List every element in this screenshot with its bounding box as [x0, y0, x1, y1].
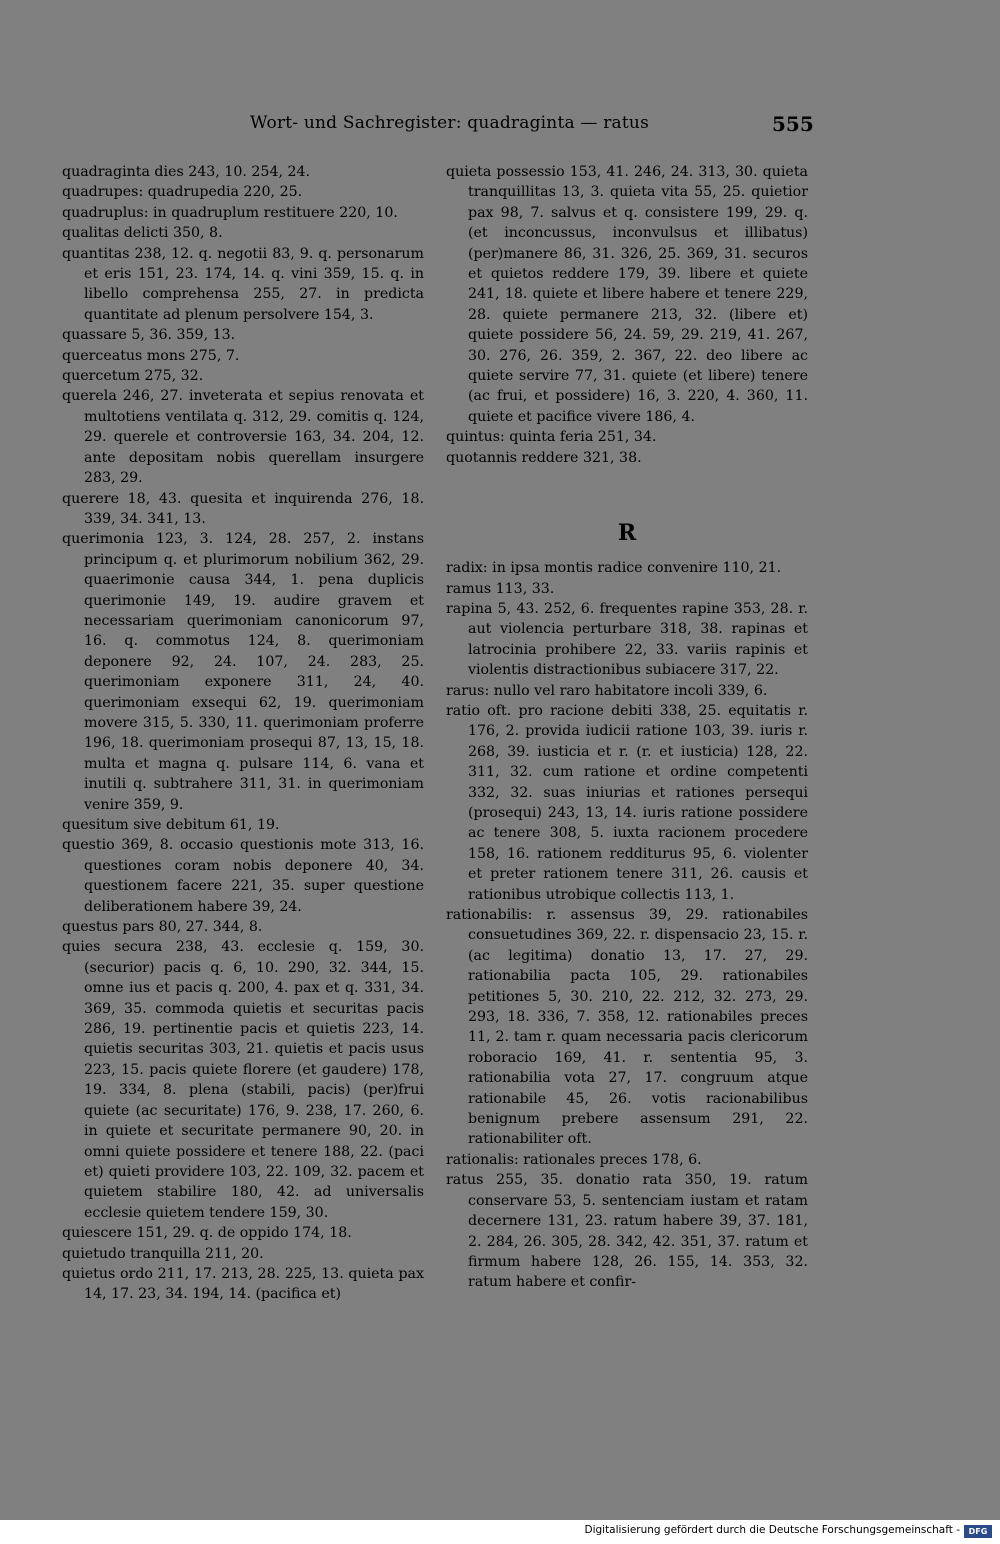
index-entry: radix: in ipsa montis radice convenire 110, 21.	[446, 560, 782, 577]
index-entry: quotannis reddere 321, 38.	[446, 449, 642, 466]
index-entry: querere 18, 43. quesita et inquirenda 276, 18. 339, 34. 341, 13.	[62, 490, 424, 527]
footer-bar	[0, 1520, 1000, 1544]
index-entry: quiescere 151, 29. q. de oppido 174, 18.	[62, 1225, 352, 1242]
index-entry: ratio oft. pro racione debiti 338, 25. equitatis r. 176, 2. provida iudicii ratione 103, 39. iuris r. 268, 39. iusticia et r. (r. et iusticia) 128, 22. 311, 32. cum ratione et ordine competenti 332, 32. suas iniurias et rationes persequi (prosequi) 243, 13, 14. iuris ratione possidere ac tenere 308, 5. iuxta racionem procedere 158, 16. rationem redditurus 95, 6. violenter et preter rationem tenere 311, 26. causis et rationibus utrobique collectis 113, 1.	[446, 702, 808, 903]
page-number: 555	[772, 112, 814, 136]
index-entry: rationalis: rationales preces 178, 6.	[446, 1151, 702, 1168]
index-entry: rationabilis: r. assensus 39, 29. rationabiles consuetudines 369, 22. r. dispensacio 23, 15. r. (ac legitima) donatio 13, 17. 27, 29. rationabilia pacta 105, 29. rationabiles petitiones 5, 30. 210, 22. 212, 32. 273, 29. 293, 18. 336, 7. 358, 12. rationabiles preces 11, 2. tam r. quam necessaria pacis clericorum roboracio 169, 41. r. sententia 95, 3. rationabilia vota 27, 17. congruum atque rationabile 45, 26. votis racionabilibus benignum prebere assensum 291, 22. rationabiliter oft.	[446, 907, 808, 1148]
index-entry: quadrupes: quadrupedia 220, 25.	[62, 184, 303, 201]
index-entry: quietudo tranquilla 211, 20.	[62, 1245, 264, 1262]
index-entry: quintus: quinta feria 251, 34.	[446, 429, 657, 446]
index-entry: quantitas 238, 12. q. negotii 83, 9. q. personarum et eris 151, 23. 174, 14. q. vini 359, 15. q. in libello comprehensa 255, 27. in predicta quantitate ad plenum persolvere 154, 3.	[62, 245, 424, 323]
index-entry: questus pars 80, 27. 344, 8.	[62, 919, 263, 936]
index-entry: rarus: nullo vel raro habitatore incoli 339, 6.	[446, 682, 768, 699]
left-column	[62, 162, 424, 1305]
index-entry: rapina 5, 43. 252, 6. frequentes rapine 353, 28. r. aut violencia perturbare 318, 38. rapinas et latrocinia prohibere 22, 33. variis rapinis et violentis distractionibus subiacere 317, 22.	[446, 600, 808, 679]
index-entry: quies secura 238, 43. ecclesie q. 159, 30. (securior) pacis q. 6, 10. 290, 32. 344, 15. omne ius et pacis q. 200, 4. pax et q. 331, 34. 369, 35. commoda quietis et securitas pacis 286, 19. pertinentie pacis et quietis 223, 14. quietis securitas 303, 21. quietis et pacis usus 223, 15. pacis quiete florere (et gaudere) 178, 19. 334, 8. plena (stabili, pacis) (per)frui quiete (ac securitate) 176, 9. 238, 17. 260, 6. in quiete et securitate permanere 90, 20. in omni quiete possidere et tenere 188, 22. (paci et) quieti providere 103, 22. 109, 32. pacem et quietem stabilire 180, 42. ad universalis ecclesie quietem tendere 159, 30.	[62, 939, 424, 1221]
index-entry: quietus ordo 211, 17. 213, 28. 225, 13. quieta pax 14, 17. 23, 34. 194, 14. (pacifica et)	[62, 1265, 424, 1303]
index-entry: qualitas delicti 350, 8.	[62, 225, 223, 242]
index-entry: ramus 113, 33.	[446, 580, 555, 597]
index-entry: quesitum sive debitum 61, 19.	[62, 817, 280, 833]
index-entry: quassare 5, 36. 359, 13.	[62, 327, 236, 344]
index-entry: quadraginta dies 243, 10. 254, 24.	[62, 164, 311, 180]
right-column	[446, 162, 808, 1293]
index-entry: quadruplus: in quadruplum restituere 220, 10.	[62, 204, 398, 221]
index-entry: querimonia 123, 3. 124, 28. 257, 2. instans principum q. et plurimorum nobilium 362, 29. quaerimonie causa 344, 1. pena duplicis querimonie 149, 19. audire gravem et necessariam querimoniam canonicorum 97, 16. q. commotus 124, 8. querimoniam deponere 92, 24. 107, 24. 283, 25. querimoniam exponere 311, 24, 40. querimoniam exsequi 62, 19. querimoniam movere 315, 5. 330, 11. querimoniam proferre 196, 18. querimoniam prosequi 87, 13, 15, 18. multa et magna q. pulsare 114, 6. vana et inutili q. subtrahere 311, 31. in querimoniam venire 359, 9.	[62, 531, 424, 813]
index-entry: quercetum 275, 32.	[62, 368, 204, 385]
dfg-logo[interactable]: DFG	[964, 1525, 992, 1538]
index-entry: quieta possessio 153, 41. 246, 24. 313, 30. quieta tranquillitas 13, 3. quieta vita 55, 25. quietior pax 98, 7. salvus et q. consistere 199, 29. q. (et inconcussus, inconvulsus et illibatus) (per)manere 86, 31. 326, 25. 369, 31. securos et quietos reddere 179, 39. libere et quiete 241, 18. quiete et libere habere et tenere 229, 28. quiete permanere 213, 32. (libere et) quiete possidere 56, 24. 59, 29. 219, 41. 267, 30. 276, 26. 359, 2. 367, 22. deo libere ac quiete servire 77, 31. quiete (et libere) tenere (ac frui, et possidere) 16, 3. 220, 4. 360, 11. quiete et pacifice vivere 186, 4.	[446, 164, 808, 425]
index-entry: questio 369, 8. occasio questionis mote 313, 16. questiones coram nobis deponere 40, 34. questionem facere 221, 35. super questione deliberationem habere 39, 24.	[62, 837, 424, 915]
section-letter: R	[617, 520, 637, 547]
index-entry: ratus 255, 35. donatio rata 350, 19. ratum conservare 53, 5. sentenciam iustam et ratam decernere 131, 23. ratum habere 39, 37. 181, 2. 284, 26. 305, 28. 342, 42. 351, 37. ratum et firmum habere 128, 26. 155, 14. 353, 32. ratum habere et confir-	[446, 1172, 808, 1291]
index-entry: querela 246, 27. inveterata et sepius renovata et multotiens ventilata q. 312, 29. comitis q. 124, 29. querele et controversie 163, 34. 204, 12. ante depositam nobis querellam insurgere 283, 29.	[62, 388, 424, 487]
index-entry: querceatus mons 275, 7.	[62, 347, 240, 364]
funding-notice: Digitalisierung gefördert durch die Deutsche Forschungsgemeinschaft -	[584, 1524, 960, 1536]
running-head: Wort- und Sachregister: quadraginta — ratus	[250, 113, 649, 133]
